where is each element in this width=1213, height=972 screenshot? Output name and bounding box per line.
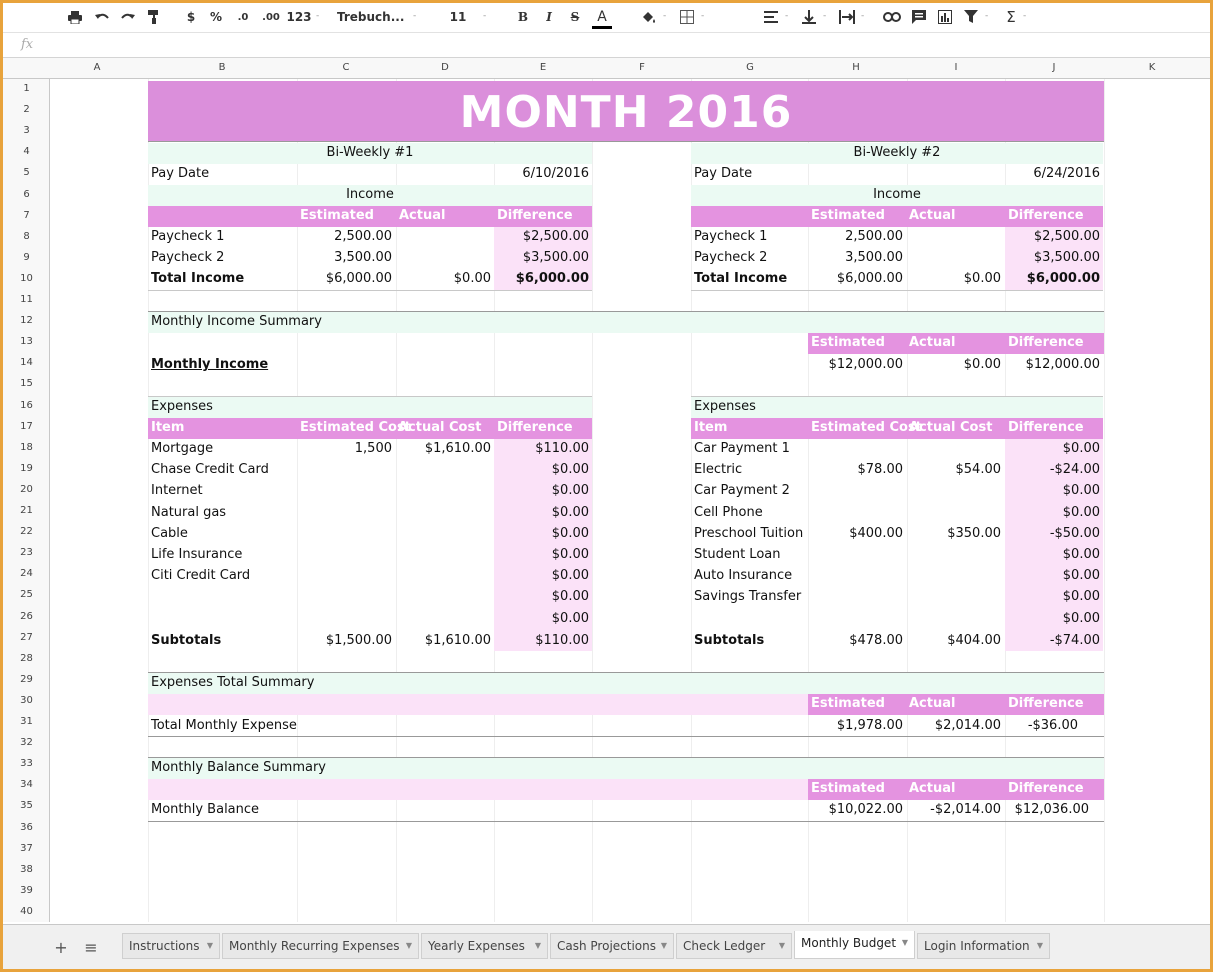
row-header[interactable]: 35 — [20, 800, 33, 812]
balance-summary-col-estimated[interactable]: Estimated — [811, 781, 885, 796]
expenses2-col-item[interactable]: Item — [694, 420, 728, 435]
biweekly2-col-difference[interactable]: Difference — [1008, 208, 1084, 223]
biweekly2-heading[interactable]: Bi-Weekly #2 — [853, 145, 941, 160]
expenses1-item-difference[interactable]: $0.00 — [551, 589, 589, 605]
row-headers — [3, 79, 50, 922]
column-header[interactable]: J — [1052, 62, 1056, 73]
fill-dropdown-icon[interactable]: - — [663, 11, 667, 21]
expenses2-item-estimated[interactable] — [808, 587, 903, 607]
expenses2-item-actual[interactable]: $350.00 — [947, 525, 1001, 541]
expenses1-item[interactable]: Chase Credit Card — [151, 462, 269, 478]
column-header[interactable]: H — [852, 62, 860, 73]
column-header[interactable]: A — [93, 62, 101, 73]
expenses1-item-difference[interactable]: $0.00 — [551, 610, 589, 626]
valign-dropdown-icon[interactable]: - — [823, 11, 827, 21]
toolbar — [3, 3, 1210, 30]
row-header[interactable]: 8 — [23, 230, 30, 242]
biweekly1-col-actual[interactable]: Actual — [399, 208, 446, 223]
biweekly2-row-estimated[interactable]: $6,000.00 — [836, 271, 903, 287]
add-sheet-button[interactable]: + — [54, 937, 68, 957]
expenses2-item-difference[interactable]: $0.00 — [1062, 547, 1100, 562]
row-header[interactable]: 27 — [20, 631, 33, 643]
expenses1-item-difference[interactable]: $0.00 — [551, 568, 589, 584]
row-header[interactable]: 1 — [23, 83, 30, 94]
expenses1-item-estimated[interactable] — [297, 566, 392, 586]
sheet-tab-label: Check Ledger — [683, 939, 766, 953]
expenses2-item-actual[interactable] — [907, 587, 1001, 607]
biweekly1-income-label[interactable]: Income — [346, 187, 394, 202]
biweekly1-row-difference[interactable]: $2,500.00 — [522, 229, 589, 244]
row-header[interactable]: 23 — [20, 547, 33, 559]
biweekly2-row-actual[interactable] — [907, 227, 1001, 247]
row-header[interactable]: 40 — [20, 905, 33, 917]
column-header[interactable]: D — [441, 62, 449, 73]
expenses1-item[interactable]: Internet — [151, 483, 203, 499]
biweekly2-col-estimated[interactable]: Estimated — [811, 208, 885, 223]
monthly-income-actual[interactable]: $0.00 — [963, 357, 1001, 372]
biweekly1-row-estimated[interactable]: 2,500.00 — [334, 229, 392, 244]
sheet-tab-label: Cash Projections — [557, 939, 656, 953]
percent-format-button[interactable]: % — [209, 10, 223, 24]
expenses1-subtotal-actual[interactable]: $1,610.00 — [424, 633, 491, 648]
total-monthly-expense-difference[interactable]: -$36.00 — [1027, 718, 1078, 733]
row-header[interactable]: 33 — [20, 758, 33, 770]
expenses1-subtotal-estimated[interactable]: $1,500.00 — [325, 633, 392, 648]
font-size-dropdown-icon[interactable]: - — [483, 11, 487, 21]
row-header[interactable]: 26 — [20, 610, 33, 622]
bold-button[interactable]: B — [517, 10, 529, 24]
expenses2-item-difference[interactable]: $0.00 — [1062, 483, 1100, 499]
biweekly2-row-actual[interactable] — [907, 248, 1001, 268]
row-header[interactable]: 19 — [20, 462, 33, 474]
functions-button[interactable]: Σ — [1006, 8, 1016, 26]
sheet-tab-label: Instructions — [129, 939, 200, 953]
monthly-balance-label[interactable]: Monthly Balance — [151, 802, 260, 817]
biweekly1-row-difference[interactable]: $3,500.00 — [522, 250, 589, 266]
tab-menu-icon[interactable]: ▼ — [778, 941, 785, 950]
sheet-tab[interactable] — [794, 931, 915, 959]
font-dropdown-icon[interactable]: - — [413, 11, 417, 21]
expenses1-item-actual[interactable] — [396, 545, 491, 565]
tab-menu-icon[interactable]: ▼ — [405, 941, 412, 950]
expenses2-item-actual[interactable] — [907, 439, 1001, 459]
number-format-dropdown-icon[interactable]: - — [316, 11, 320, 21]
font-family-select[interactable]: Trebuch... — [337, 10, 405, 24]
expenses2-item-estimated[interactable] — [808, 503, 903, 523]
expenses2-item-actual[interactable] — [907, 481, 1001, 501]
undo-icon[interactable] — [93, 7, 111, 27]
biweekly1-col-difference[interactable]: Difference — [497, 208, 573, 223]
biweekly1-row-actual[interactable] — [396, 248, 491, 268]
expenses1-item-estimated[interactable] — [297, 481, 392, 501]
row-header[interactable]: 12 — [20, 315, 33, 327]
tab-menu-icon[interactable]: ▼ — [1036, 941, 1043, 950]
expenses2-item-actual[interactable] — [907, 566, 1001, 586]
expenses1-item[interactable]: Life Insurance — [151, 547, 243, 562]
biweekly2-row-label[interactable]: Paycheck 1 — [694, 229, 768, 244]
expenses2-item-estimated[interactable]: $78.00 — [857, 462, 903, 478]
text-color-button[interactable]: A — [592, 7, 612, 29]
column-header[interactable]: I — [954, 62, 958, 73]
sheet-tab[interactable] — [917, 933, 1050, 959]
row-header[interactable]: 31 — [20, 716, 33, 727]
all-sheets-button[interactable]: ≡ — [84, 937, 98, 957]
monthly-balance-actual[interactable]: -$2,014.00 — [930, 802, 1001, 817]
expenses1-item-actual[interactable] — [396, 503, 491, 523]
sheet-tab-label: Yearly Expenses — [428, 939, 525, 953]
sheet-tab[interactable] — [421, 933, 548, 959]
font-size-select[interactable]: 11 — [449, 10, 467, 24]
row-header[interactable]: 3 — [23, 125, 30, 137]
italic-button[interactable]: I — [546, 10, 552, 24]
filter-icon[interactable] — [961, 7, 981, 27]
tab-menu-icon[interactable]: ▼ — [534, 941, 541, 950]
row-header[interactable]: 39 — [20, 884, 33, 896]
expenses2-item-difference[interactable]: -$50.00 — [1049, 525, 1100, 541]
income-summary-col-difference[interactable]: Difference — [1008, 335, 1084, 350]
expenses1-item-actual[interactable] — [396, 460, 491, 480]
expenses2-col-difference[interactable]: Difference — [1008, 420, 1084, 435]
expenses2-item-difference[interactable]: $0.00 — [1062, 568, 1100, 584]
expenses2-subtotal-difference[interactable]: -$74.00 — [1049, 633, 1100, 648]
expenses1-item-estimated[interactable] — [297, 460, 392, 480]
biweekly2-row-estimated[interactable]: 3,500.00 — [845, 250, 903, 266]
row-header[interactable]: 6 — [23, 188, 30, 200]
biweekly1-row-difference[interactable]: $6,000.00 — [515, 271, 589, 287]
expenses1-item-estimated[interactable] — [297, 609, 392, 629]
expenses2-subtotal-estimated[interactable]: $478.00 — [849, 633, 903, 648]
number-format-button[interactable]: 123 — [286, 10, 312, 24]
title-banner[interactable] — [148, 81, 1104, 142]
functions-dropdown-icon[interactable]: - — [1023, 11, 1027, 21]
biweekly2-row-label[interactable]: Total Income — [694, 271, 788, 287]
row-header[interactable]: 18 — [20, 441, 33, 453]
biweekly2-row-difference[interactable]: $3,500.00 — [1033, 250, 1100, 266]
sheet-tab[interactable] — [550, 933, 674, 959]
biweekly1-row-label[interactable]: Paycheck 1 — [151, 229, 225, 244]
expenses1-item-actual[interactable] — [396, 609, 491, 629]
expenses1-heading[interactable]: Expenses — [151, 399, 213, 414]
expenses2-item-actual[interactable]: $54.00 — [955, 462, 1001, 478]
expenses2-item[interactable]: Preschool Tuition — [694, 525, 804, 541]
filter-dropdown-icon[interactable]: - — [985, 11, 989, 21]
expenses1-item-estimated[interactable]: 1,500 — [354, 441, 392, 456]
biweekly1-row-label[interactable]: Paycheck 2 — [151, 250, 225, 266]
column-headers — [3, 58, 1210, 79]
expenses1-item-difference[interactable]: $0.00 — [551, 483, 589, 499]
expenses2-item-estimated[interactable] — [808, 439, 903, 459]
biweekly2-row-label[interactable]: Paycheck 2 — [694, 250, 768, 266]
expenses2-item-estimated[interactable]: $400.00 — [849, 525, 903, 541]
insert-chart-icon[interactable] — [935, 7, 955, 27]
expenses2-item-estimated[interactable] — [808, 481, 903, 501]
expenses2-item-difference[interactable]: $0.00 — [1062, 610, 1100, 626]
expenses1-item[interactable]: Citi Credit Card — [151, 568, 251, 584]
row-header[interactable]: 32 — [20, 737, 33, 749]
expenses2-col-actual[interactable]: Actual Cost — [909, 420, 993, 435]
balance-summary-col-difference[interactable]: Difference — [1008, 781, 1084, 796]
biweekly2-pay-date-label[interactable]: Pay Date — [694, 166, 753, 181]
decrease-decimal-button[interactable]: .0 — [237, 11, 249, 23]
fx-icon: fx — [21, 37, 34, 52]
total-monthly-expense-label[interactable]: Total Monthly Expense — [151, 718, 297, 733]
sheet-tab-label: Login Information — [924, 939, 1030, 953]
row-header[interactable]: 5 — [23, 167, 30, 179]
expenses2-item-actual[interactable] — [907, 609, 1001, 629]
biweekly1-heading[interactable]: Bi-Weekly #1 — [326, 145, 414, 160]
row-header[interactable]: 2 — [23, 104, 30, 116]
row-header[interactable]: 10 — [20, 272, 33, 284]
expenses1-item-actual[interactable] — [396, 481, 491, 501]
formula-bar[interactable] — [3, 32, 1210, 58]
biweekly2-pay-date[interactable]: 6/24/2016 — [1033, 166, 1100, 181]
biweekly2-income-label[interactable]: Income — [873, 187, 921, 202]
expenses2-subtotal-actual[interactable]: $404.00 — [947, 633, 1001, 648]
column-header[interactable]: B — [218, 62, 226, 73]
expenses2-item[interactable]: Car Payment 2 — [694, 483, 790, 499]
grid-column-line — [1104, 79, 1105, 922]
expenses1-item-estimated[interactable] — [297, 587, 392, 607]
expenses1-item-difference[interactable]: $0.00 — [551, 547, 589, 562]
balance-summary-col-actual[interactable]: Actual — [909, 781, 956, 796]
sheet-tab-bar — [3, 924, 1210, 969]
row-header[interactable]: 11 — [20, 294, 33, 305]
borders-dropdown-icon[interactable]: - — [701, 11, 708, 21]
row-header[interactable]: 21 — [20, 505, 33, 516]
expenses2-item-difference[interactable]: $0.00 — [1062, 504, 1100, 520]
expenses1-col-difference[interactable]: Difference — [497, 420, 573, 435]
row-header[interactable]: 9 — [23, 251, 30, 263]
monthly-income-estimated[interactable]: $12,000.00 — [828, 357, 903, 372]
biweekly2-row-actual[interactable]: $0.00 — [963, 271, 1001, 287]
expenses2-item-difference[interactable]: -$24.00 — [1049, 462, 1100, 478]
income-summary-heading[interactable]: Monthly Income Summary — [151, 314, 322, 329]
row-header[interactable]: 29 — [20, 673, 33, 685]
strikethrough-button[interactable]: S — [570, 10, 580, 24]
expenses2-item[interactable]: Cell Phone — [694, 504, 763, 520]
page-title: MONTH 2016 — [459, 87, 793, 138]
expense-summary-col-difference[interactable]: Difference — [1008, 696, 1084, 711]
column-header[interactable]: C — [342, 62, 350, 73]
row-header[interactable]: 38 — [20, 863, 33, 875]
biweekly1-pay-date-label[interactable]: Pay Date — [151, 166, 210, 181]
expenses2-heading[interactable]: Expenses — [694, 399, 756, 414]
total-monthly-expense-estimated[interactable]: $1,978.00 — [836, 718, 903, 733]
row-header[interactable]: 17 — [20, 420, 33, 432]
text-wrap-icon[interactable] — [837, 7, 857, 27]
wrap-dropdown-icon[interactable]: - — [861, 11, 865, 21]
sheet-tab-label: Monthly Recurring Expenses — [229, 939, 400, 953]
expenses2-item[interactable]: Car Payment 1 — [694, 441, 790, 456]
expenses1-item-actual[interactable] — [396, 524, 491, 544]
balance-summary-heading[interactable]: Monthly Balance Summary — [151, 760, 326, 775]
biweekly2-col-actual[interactable]: Actual — [909, 208, 956, 223]
row-header[interactable]: 22 — [20, 526, 33, 538]
tab-menu-icon[interactable]: ▼ — [206, 941, 213, 950]
expenses1-item-estimated[interactable] — [297, 524, 392, 544]
expenses2-item-actual[interactable] — [907, 545, 1001, 565]
sheet-tab[interactable] — [676, 933, 792, 959]
expenses2-item-estimated[interactable] — [808, 609, 903, 629]
currency-format-button[interactable]: $ — [186, 10, 196, 24]
insert-comment-icon[interactable] — [909, 7, 929, 27]
sheet-tab[interactable] — [222, 933, 419, 959]
income-summary-col-actual[interactable]: Actual — [909, 335, 956, 350]
expenses1-item-estimated[interactable] — [297, 545, 392, 565]
expenses1-item-difference[interactable]: $0.00 — [551, 525, 589, 541]
monthly-balance-difference[interactable]: $12,036.00 — [1014, 802, 1089, 817]
row-header[interactable]: 15 — [20, 378, 33, 390]
expenses1-item-actual[interactable] — [396, 566, 491, 586]
redo-icon[interactable] — [119, 7, 137, 27]
column-header[interactable]: F — [639, 62, 645, 73]
borders-icon[interactable] — [677, 7, 697, 27]
biweekly1-row-label[interactable]: Total Income — [151, 271, 245, 287]
biweekly2-row-difference[interactable]: $2,500.00 — [1033, 229, 1100, 244]
sheet-tab-label: Monthly Budget — [801, 936, 897, 950]
column-header[interactable]: G — [746, 62, 754, 73]
expenses1-item-difference[interactable]: $0.00 — [551, 504, 589, 520]
expenses2-item[interactable]: Student Loan — [694, 547, 781, 562]
paint-format-icon[interactable] — [145, 7, 163, 27]
row-header[interactable]: 14 — [20, 357, 33, 369]
biweekly1-row-actual[interactable] — [396, 227, 491, 247]
row-header[interactable]: 30 — [20, 694, 33, 706]
expenses1-subtotal-label[interactable]: Subtotals — [151, 633, 222, 648]
biweekly1-col-estimated[interactable]: Estimated — [300, 208, 374, 223]
print-icon[interactable] — [66, 7, 84, 27]
row-header[interactable]: 24 — [20, 568, 33, 580]
expenses1-item[interactable]: Cable — [151, 525, 188, 541]
align-dropdown-icon[interactable]: - — [785, 11, 789, 21]
expenses1-item-difference[interactable]: $0.00 — [551, 462, 589, 478]
expense-summary-heading[interactable]: Expenses Total Summary — [151, 675, 315, 690]
align-left-icon[interactable] — [761, 7, 781, 27]
expenses1-col-item[interactable]: Item — [151, 420, 185, 435]
row-header[interactable]: 16 — [20, 399, 33, 411]
biweekly1-row-estimated[interactable]: 3,500.00 — [334, 250, 392, 266]
tab-menu-icon[interactable]: ▼ — [901, 938, 908, 947]
expenses1-item-difference[interactable]: $110.00 — [535, 441, 589, 456]
monthly-income-label[interactable]: Monthly Income — [151, 357, 269, 372]
biweekly1-row-estimated[interactable]: $6,000.00 — [325, 271, 392, 287]
expenses1-col-estimated[interactable]: Estimated Cost — [300, 420, 411, 435]
vertical-align-icon[interactable] — [799, 7, 819, 27]
insert-link-icon[interactable] — [881, 7, 903, 27]
expenses1-item-estimated[interactable] — [297, 503, 392, 523]
expenses2-item-difference[interactable]: $0.00 — [1062, 441, 1100, 456]
biweekly2-row-estimated[interactable]: 2,500.00 — [845, 229, 903, 244]
row-header[interactable]: 20 — [20, 483, 33, 495]
expenses1-subtotal-difference[interactable]: $110.00 — [535, 633, 589, 648]
increase-decimal-button[interactable]: .00 — [262, 11, 280, 23]
column-header[interactable]: K — [1148, 62, 1156, 73]
expenses2-item[interactable]: Electric — [694, 462, 743, 478]
sheet-tab[interactable] — [122, 933, 220, 959]
row-header[interactable]: 37 — [20, 842, 33, 854]
expense-summary-col-estimated[interactable]: Estimated — [811, 696, 885, 711]
expenses1-item-actual[interactable] — [396, 587, 491, 607]
row-header[interactable]: 7 — [23, 209, 30, 221]
expenses2-item[interactable]: Auto Insurance — [694, 568, 793, 584]
expenses1-item-actual[interactable]: $1,610.00 — [424, 441, 491, 456]
biweekly1-row-actual[interactable]: $0.00 — [453, 271, 491, 287]
row-header[interactable]: 28 — [20, 652, 33, 664]
row-header[interactable]: 25 — [20, 589, 33, 601]
column-header[interactable]: E — [539, 62, 547, 73]
expense-summary-col-actual[interactable]: Actual — [909, 696, 956, 711]
row-header[interactable]: 13 — [20, 336, 33, 348]
biweekly2-row-difference[interactable]: $6,000.00 — [1026, 271, 1100, 287]
monthly-balance-estimated[interactable]: $10,022.00 — [828, 802, 903, 817]
fill-color-icon[interactable] — [639, 7, 659, 27]
expenses1-item[interactable]: Natural gas — [151, 504, 227, 520]
expenses2-item-estimated[interactable] — [808, 545, 903, 565]
expenses1-item[interactable]: Mortgage — [151, 441, 214, 456]
expenses2-item-actual[interactable] — [907, 503, 1001, 523]
expenses2-item-difference[interactable]: $0.00 — [1062, 589, 1100, 605]
row-header[interactable]: 4 — [23, 146, 30, 158]
biweekly1-pay-date[interactable]: 6/10/2016 — [522, 166, 589, 181]
expenses2-subtotal-label[interactable]: Subtotals — [694, 633, 765, 648]
row-header[interactable]: 34 — [20, 779, 33, 791]
expenses2-col-estimated[interactable]: Estimated Cost — [811, 420, 922, 435]
tab-menu-icon[interactable]: ▼ — [660, 941, 667, 950]
total-monthly-expense-actual[interactable]: $2,014.00 — [934, 718, 1001, 733]
expenses2-item[interactable]: Savings Transfer — [694, 589, 802, 605]
expenses2-item-estimated[interactable] — [808, 566, 903, 586]
income-summary-col-estimated[interactable]: Estimated — [811, 335, 885, 350]
expenses1-col-actual[interactable]: Actual Cost — [398, 420, 482, 435]
row-header[interactable]: 36 — [20, 821, 33, 833]
monthly-income-difference[interactable]: $12,000.00 — [1025, 357, 1100, 372]
